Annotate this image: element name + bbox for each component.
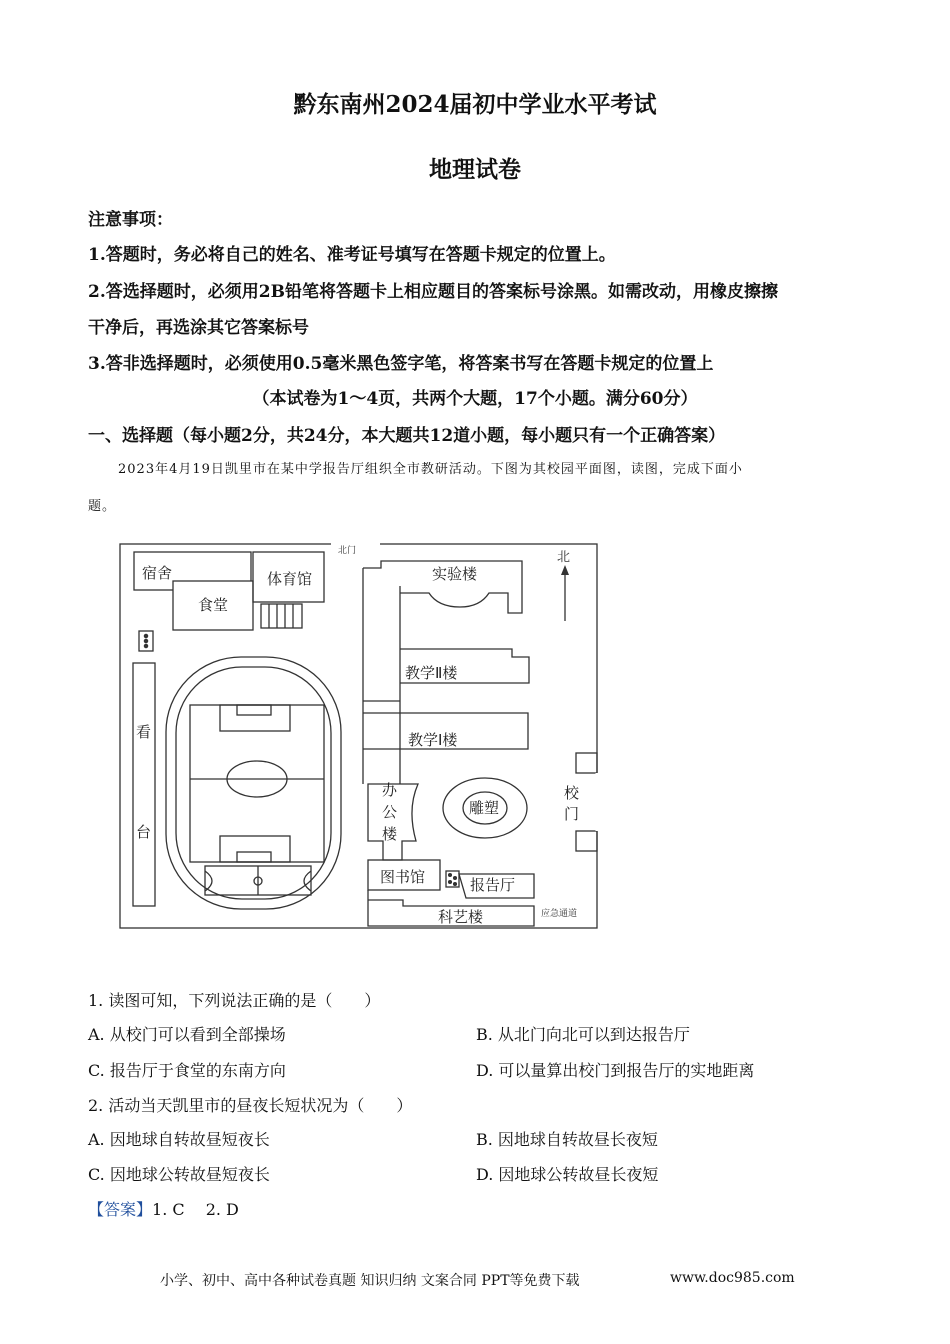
office-label-2: 公: [382, 803, 398, 821]
campus-map: [118, 541, 600, 931]
school-gate-label-1: 校: [564, 784, 580, 802]
notes-item-2a: 2.答选择题时，必须用2B铅笔将答题卡上相应题目的答案标号涂黑。如需改动，用橡皮擦擦: [88, 282, 778, 302]
teach2-label: 教学Ⅱ楼: [405, 664, 458, 682]
library-label: 图书馆: [380, 868, 426, 886]
office-label-1: 办: [382, 781, 398, 799]
stand-label-2: 台: [136, 823, 152, 841]
q2-stem: 2. 活动当天凯里市的昼夜长短状况为（ ）: [88, 1096, 413, 1115]
sculpture-label: 雕塑: [469, 799, 500, 817]
q1-stem: 1. 读图可知，下列说法正确的是（ ）: [88, 991, 381, 1010]
intro-line-2: 题。: [88, 499, 117, 514]
q2-option-d: D. 因地球公转故昼长夜短: [476, 1165, 659, 1184]
gate-pillar-north: [576, 753, 597, 773]
notes-heading: 注意事项：: [88, 210, 173, 230]
north-arrow-icon: [561, 565, 569, 621]
q1-option-c: C. 报告厅于食堂的东南方向: [88, 1061, 286, 1080]
notes-item-3: 3.答非选择题时，必须使用0.5毫米黑色签字笔，将答案书写在答题卡规定的位置上: [88, 354, 714, 374]
stand-label-1: 看: [136, 723, 152, 741]
sports-field: [166, 657, 341, 909]
exam-subtitle: 地理试卷: [429, 156, 521, 183]
answer-value: 1. C 2. D: [152, 1200, 239, 1219]
north-gate-label: 北门: [338, 546, 357, 556]
gym-label: 体育馆: [267, 570, 313, 588]
answer-line: [88, 1197, 239, 1220]
canteen-label: 食堂: [198, 596, 229, 614]
intro-line-1: 2023年4月19日凯里市在某中学报告厅组织全市教研活动。下图为其校园平面图，读图，完成下面小: [118, 462, 743, 477]
q1-option-a: A. 从校门可以看到全部操场: [88, 1025, 286, 1044]
emergency-exit-label: 应急通道: [541, 909, 578, 919]
notes-item-2b: 干净后，再选涂其它答案标号: [88, 318, 309, 338]
gate-pillar-south: [576, 831, 597, 851]
school-gate-label-2: 门: [564, 805, 580, 823]
lab-label: 实验楼: [432, 565, 478, 583]
answer-label: 【答案】: [88, 1200, 153, 1219]
teach1-label: 教学Ⅰ楼: [408, 731, 458, 749]
notes-item-1: 1.答题时，务必将自己的姓名、准考证号填写在答题卡规定的位置上。: [88, 245, 616, 265]
q2-option-c: C. 因地球公转故昼短夜长: [88, 1165, 270, 1184]
dorm-label: 宿舍: [142, 564, 173, 582]
north-arrow-label: 北: [557, 550, 571, 565]
section-1-heading: 一、选择题（每小题2分，共24分，本大题共12道小题，每小题只有一个正确答案）: [88, 426, 726, 446]
q2-option-a: A. 因地球自转故昼短夜长: [88, 1130, 270, 1149]
footer-url[interactable]: www.doc985.com: [670, 1270, 795, 1286]
hall-label: 报告厅: [470, 876, 516, 894]
gym-steps: [261, 604, 302, 628]
exam-scope: （本试卷为1～4页，共两个大题，17个小题。满分60分）: [252, 389, 698, 409]
exam-title: 黔东南州2024届初中学业水平考试: [293, 91, 657, 118]
arts-label: 科艺楼: [438, 908, 484, 926]
library-dots: [446, 871, 459, 887]
footer-text: 小学、初中、高中各种试卷真题 知识归纳 文案合同 PPT等免费下载: [160, 1273, 580, 1289]
q1-option-d: D. 可以量算出校门到报告厅的实地距离: [476, 1061, 755, 1080]
q1-option-b: B. 从北门向北可以到达报告厅: [476, 1025, 690, 1044]
q2-option-b: B. 因地球自转故昼长夜短: [476, 1130, 658, 1149]
office-label-3: 楼: [382, 825, 398, 843]
stand-building: [133, 663, 155, 906]
